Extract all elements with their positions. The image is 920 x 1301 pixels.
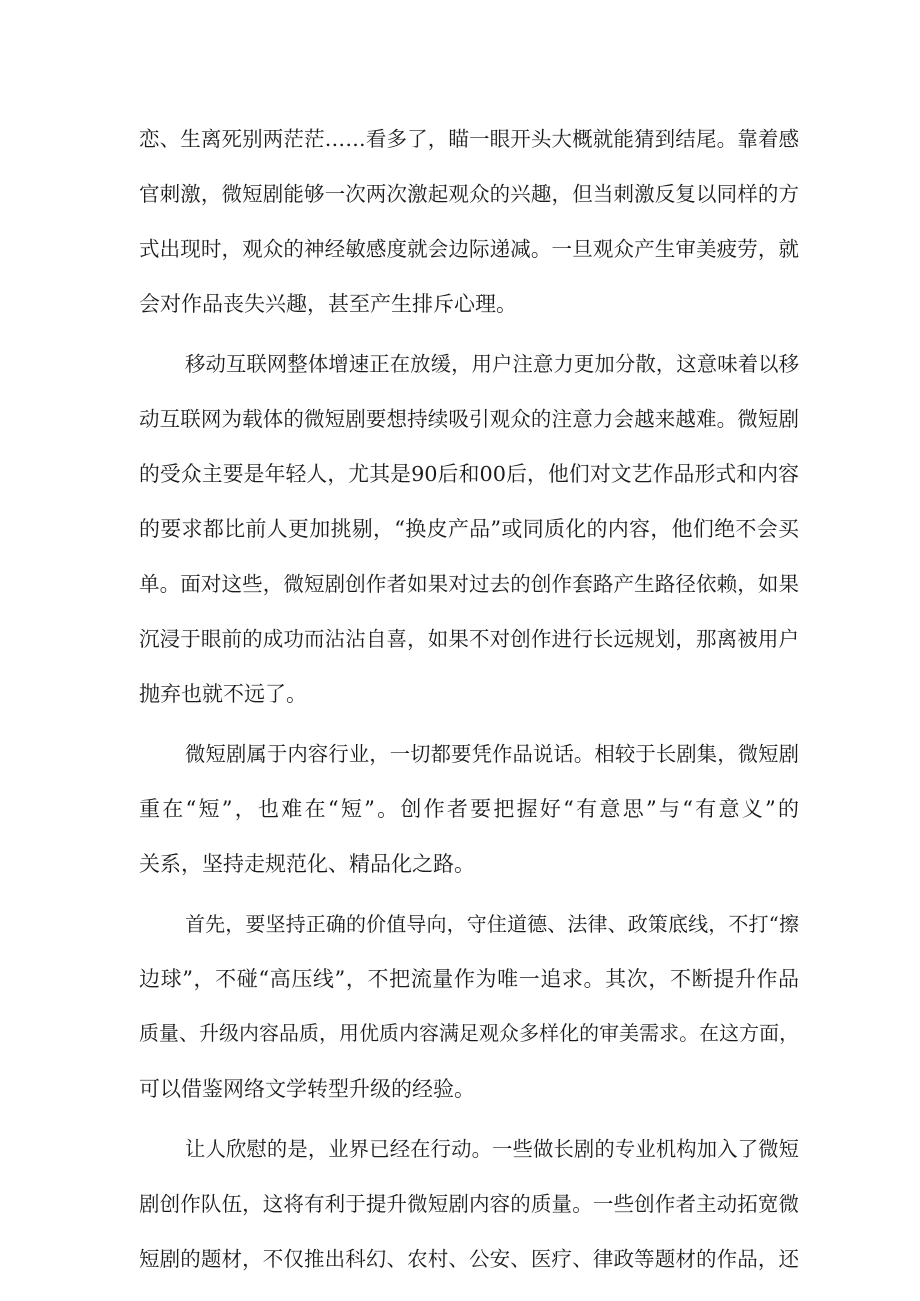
paragraph-2-line-7: 抛弃也就不远了。 — [139, 682, 307, 706]
paragraph-5-line-3: 短剧的题材，不仅推出科幻、农村、公安、医疗、律政等题材的作品，还 — [139, 1247, 799, 1271]
paragraph-1-line-2: 官刺激，微短剧能够一次两次激起观众的兴趣，但当刺激反复以同样的方 — [139, 182, 799, 206]
paragraph-2-line-2: 动互联网为载体的微短剧要想持续吸引观众的注意力会越来越难。微短剧 — [139, 407, 799, 431]
paragraph-2-line-6: 沉浸于眼前的成功而沾沾自喜，如果不对创作进行长远规划，那离被用户 — [139, 627, 799, 651]
paragraph-2-line-5: 单。面对这些，微短剧创作者如果对过去的创作套路产生路径依赖，如果 — [139, 572, 799, 596]
paragraph-4-line-4: 可以借鉴网络文学转型升级的经验。 — [139, 1077, 475, 1101]
paragraph-2-line-1: 移动互联网整体增速正在放缓，用户注意力更加分散，这意味着以移 — [185, 352, 799, 376]
paragraph-1-line-4: 会对作品丧失兴趣，甚至产生排斥心理。 — [139, 292, 517, 316]
paragraph-2-line-3: 的受众主要是年轻人，尤其是90后和00后，他们对文艺作品形式和内容 — [139, 462, 799, 486]
paragraph-4-line-2: 边球”，不碰“高压线”，不把流量作为唯一追求。其次，不断提升作品 — [139, 967, 799, 991]
paragraph-4-line-1: 首先，要坚持正确的价值导向，守住道德、法律、政策底线，不打“擦 — [185, 912, 799, 936]
paragraph-5-line-1: 让人欣慰的是，业界已经在行动。一些做长剧的专业机构加入了微短 — [185, 1137, 799, 1161]
paragraph-5-line-2: 剧创作队伍，这将有利于提升微短剧内容的质量。一些创作者主动拓宽微 — [139, 1192, 799, 1216]
paragraph-3-line-3: 关系，坚持走规范化、精品化之路。 — [139, 852, 475, 876]
paragraph-3-line-1: 微短剧属于内容行业，一切都要凭作品说话。相较于长剧集，微短剧 — [185, 742, 799, 766]
paragraph-3-line-2: 重在“短”，也难在“短”。创作者要把握好“有意思”与“有意义”的 — [139, 797, 799, 821]
paragraph-2-line-4: 的要求都比前人更加挑剔，“换皮产品”或同质化的内容，他们绝不会买 — [139, 517, 799, 541]
paragraph-1-line-1: 恋、生离死别两茫茫……看多了，瞄一眼开头大概就能猜到结尾。靠着感 — [139, 127, 799, 151]
paragraph-4-line-3: 质量、升级内容品质，用优质内容满足观众多样化的审美需求。在这方面， — [139, 1022, 799, 1045]
paragraph-1-line-3: 式出现时，观众的神经敏感度就会边际递减。一旦观众产生审美疲劳，就 — [139, 237, 799, 261]
